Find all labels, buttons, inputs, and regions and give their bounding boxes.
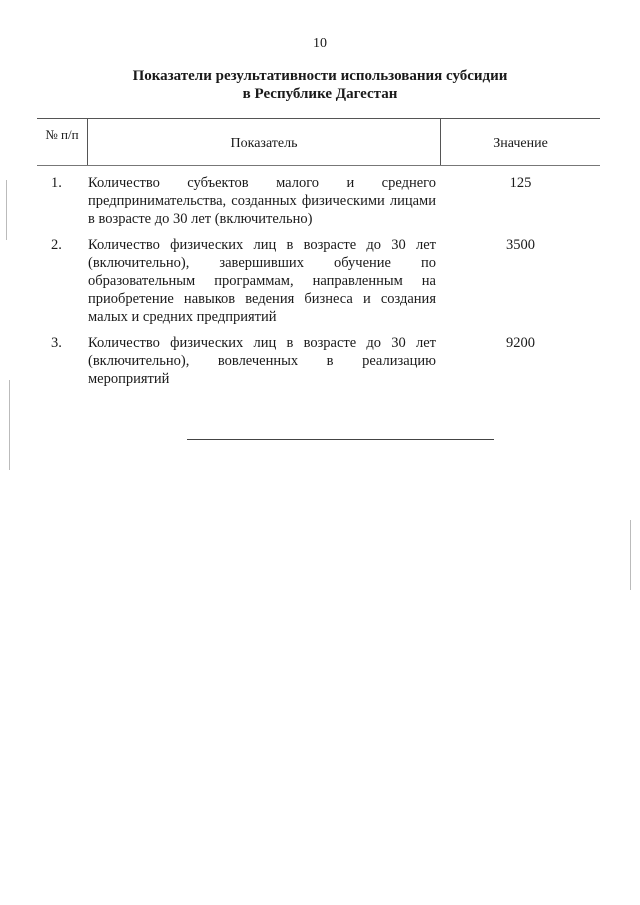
row-value: 125 xyxy=(509,175,532,191)
row-indicator: Количество физических лиц в возрасте до 30 лет (включительно), вовлеченных в реализацию мероприятий xyxy=(88,335,436,387)
header-number: № п/п xyxy=(45,127,79,142)
scan-artifact-left-lower xyxy=(9,380,10,470)
row-value: 9200 xyxy=(506,335,535,351)
title-line-2: в Республике Дагестан xyxy=(242,86,398,102)
row-value: 3500 xyxy=(506,237,535,253)
row-indicator: Количество физических лиц в возрасте до 30 лет (включительно), завершивших обучение по образовательным программам, направленным на приобретение навыков ведения бизнеса и создания малых и средних предприятий xyxy=(88,237,436,325)
header-value: Значение xyxy=(493,136,548,151)
row-number: 3. xyxy=(51,335,62,351)
row-indicator: Количество субъектов малого и среднего предпринимательства, созданных физическими лицами в возрасте до 30 лет (включительно) xyxy=(88,175,436,227)
row-number: 2. xyxy=(51,237,62,253)
scan-artifact-left xyxy=(6,180,7,240)
page-number: 10 xyxy=(313,36,327,51)
scan-artifact-right xyxy=(630,520,631,590)
row-number: 1. xyxy=(51,175,62,191)
end-of-document-rule xyxy=(187,439,494,440)
table-header xyxy=(37,118,600,166)
header-indicator: Показатель xyxy=(230,136,298,151)
title-line-1: Показатели результативности использования субсидии xyxy=(132,68,508,84)
indicators-table xyxy=(37,118,600,387)
document-title xyxy=(0,67,640,103)
